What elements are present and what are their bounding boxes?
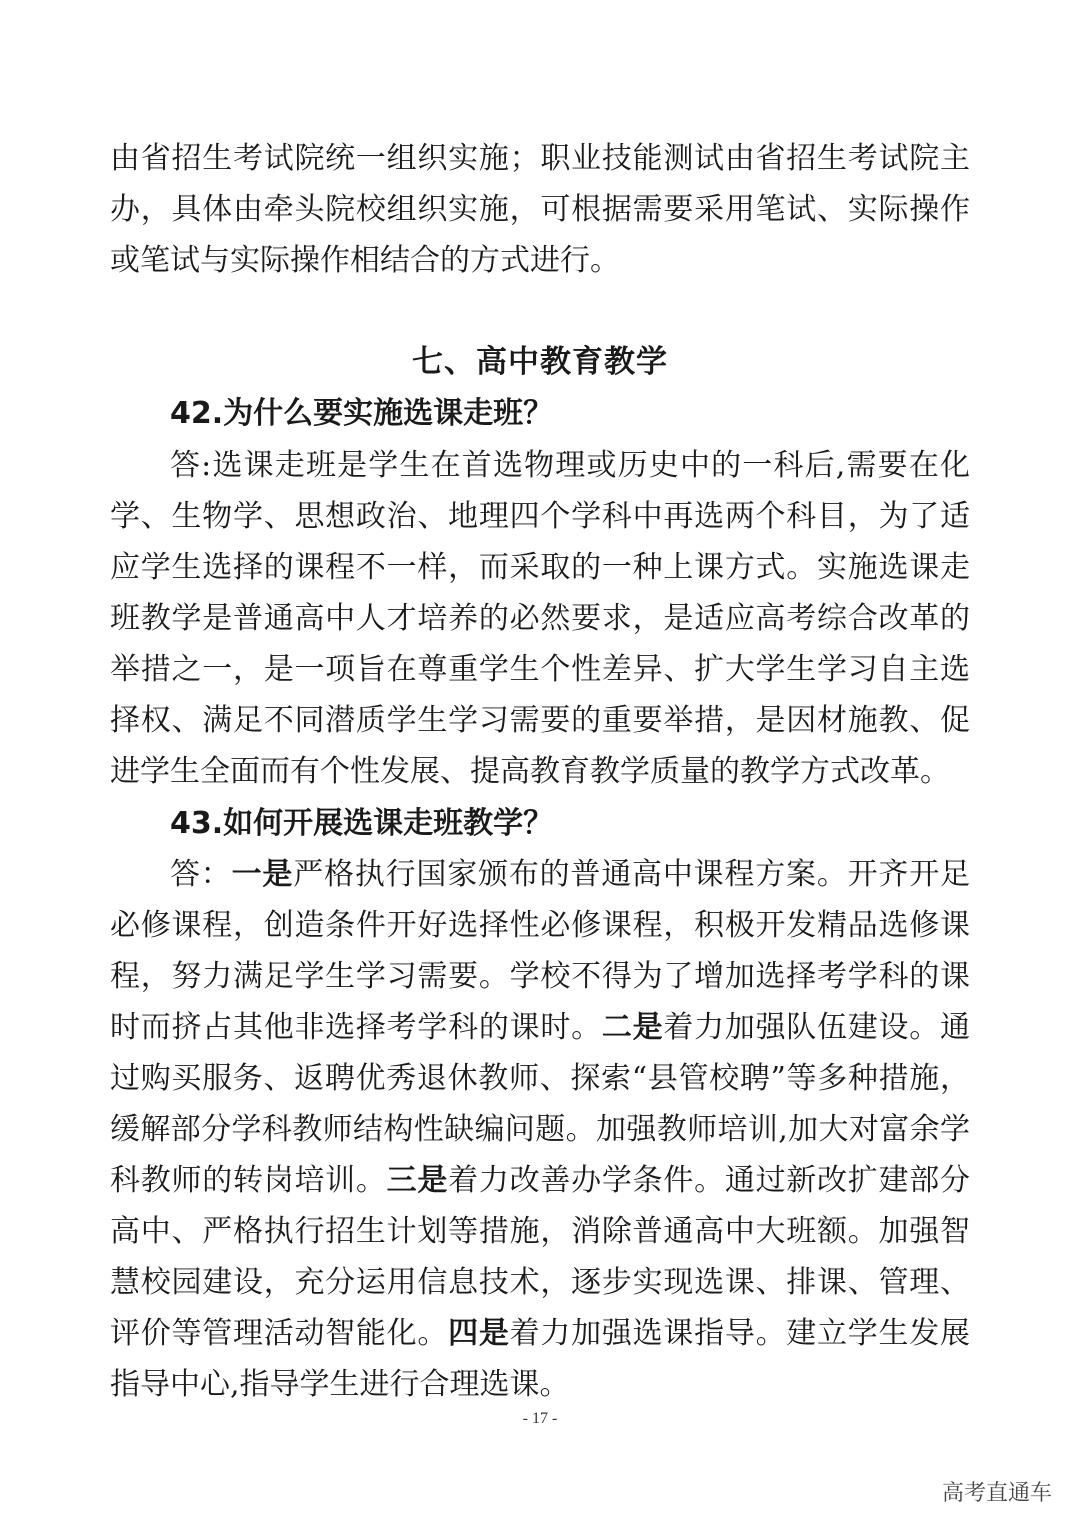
point-1-label: 一是 bbox=[231, 857, 294, 892]
point-3-text: 着力改善办学条件。通过新改扩建部分高中、严格执行招生计划等措施，消除普通高中大班额。加强智慧校园建设，充分运用信息技术，逐步实现选课、排课、管理、评价等管理活动智能化。 bbox=[110, 1163, 971, 1351]
page-number: - 17 - bbox=[522, 1410, 558, 1427]
intro-paragraph: 由省招生考试院统一组织实施；职业技能测试由省招生考试院主办，具体由牵头院校组织实施，可根据需要采用笔试、实际操作或笔试与实际操作相结合的方式进行。 bbox=[110, 141, 970, 278]
point-2-label: 二是 bbox=[601, 1010, 664, 1045]
question-43-title: 43.如何开展选课走班教学？ bbox=[170, 806, 554, 841]
point-4-label: 四是 bbox=[448, 1316, 510, 1351]
point-3-label: 三是 bbox=[386, 1163, 449, 1198]
answer-prefix: 答： bbox=[170, 857, 232, 892]
point-1-text: 严格执行国家颁布的普通高中课程方案。开齐开足必修课程，创造条件开好选择性必修课程，积极开发精品选修课程，努力满足学生学习需要。学校不得为了增加选择考学科的课时而挤占其他非选择考学科的课时。 bbox=[110, 857, 971, 1045]
point-4-text: 着力加强选课指导。建立学生发展指导中心,指导学生进行合理选课。 bbox=[110, 1316, 971, 1402]
question-42-answer: 答:选课走班是学生在首选物理或历史中的一科后,需要在化学、生物学、思想政治、地理四个学科中再选两个科目，为了适应学生选择的课程不一样，而采取的一种上课方式。实施选课走班教学是普通高中人才培养的必然要求，是适应高考综合改革的举措之一，是一项旨在尊重学生个性差异、扩大学生学习自主选择权、满足不同潜质学生学习需要的重要举措，是因材施教、促进学生全面而有个性发展、提高教育教学质量的教学方式改革。 bbox=[110, 448, 970, 789]
section-title: 七、高中教育教学 bbox=[412, 344, 668, 380]
question-43-answer bbox=[110, 849, 970, 1410]
watermark-text: 高考直通车 bbox=[941, 1481, 1052, 1506]
point-2-text: 着力加强队伍建设。通过购买服务、返聘优秀退休教师、探索“县管校聘”等多种措施，缓解部分学科教师结构性缺编问题。加强教师培训,加大对富余学科教师的转岗培训。 bbox=[110, 1010, 971, 1198]
question-42-title: 42.为什么要实施选课走班？ bbox=[170, 396, 554, 431]
